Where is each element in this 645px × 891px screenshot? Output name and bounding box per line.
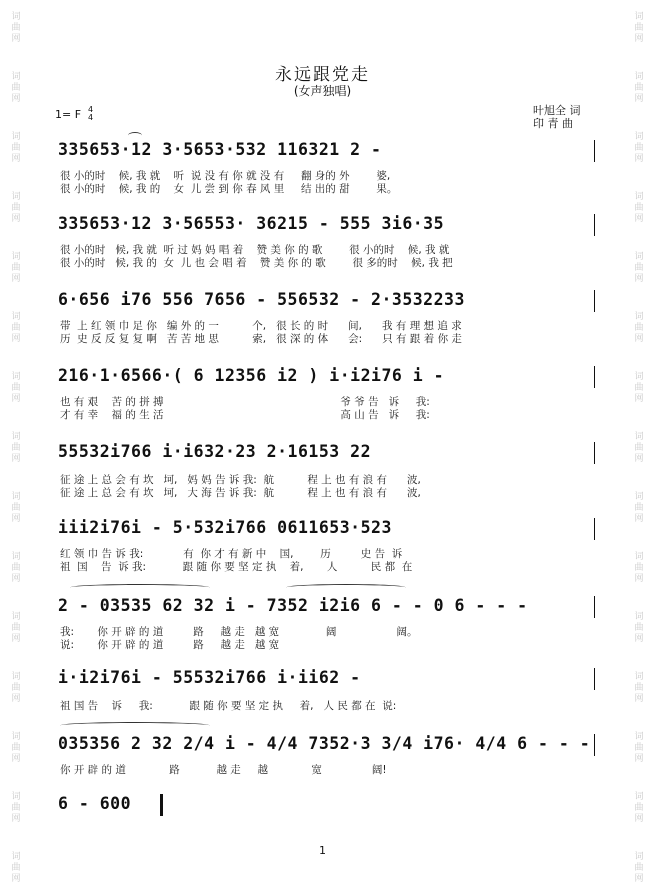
- notes-line: 2 - 03535 62 32 i - 7352 i2i6 6 - - 0 6 - - -: [58, 596, 528, 615]
- lyric-line-2: 很 小的时 候, 我 的 女 儿 也 会 唱 着 赞 美 你 的 歌 很 多的时 候, 我 把: [60, 257, 453, 269]
- watermark-text: 词曲网: [11, 372, 21, 404]
- watermark-text: 词曲网: [634, 492, 644, 524]
- notes-line: 035356 2 32 2/4 i - 4/4 7352·3 3/4 i76· 4/4 6 - - -: [58, 734, 591, 753]
- time-signature-bottom: 4: [88, 113, 94, 122]
- lyric-line-2: 征 途 上 总 会 有 坎 坷, 大 海 告 诉 我: 航 程 上 也 有 浪 有 波,: [60, 487, 421, 499]
- slur: [128, 132, 142, 139]
- watermark-text: 词曲网: [634, 852, 644, 884]
- lyric-line-2: 祖 国 告 诉 我: 跟 随 你 要 坚 定 执 着, 人 民 都 在: [60, 561, 413, 573]
- watermark-text: 词曲网: [11, 552, 21, 584]
- watermark-text: 词曲网: [11, 492, 21, 524]
- notes-line: 335653·12 3·56553· 36215 - 555 3i6·35: [58, 214, 445, 233]
- time-signature: [88, 106, 93, 122]
- watermark-text: 词曲网: [634, 432, 644, 464]
- watermark-text: 词曲网: [634, 312, 644, 344]
- lyric-line-2: 历 史 反 反 复 复 啊 苦 苦 地 思 索, 很 深 的 体 会: 只 有 跟 着 你 走: [60, 333, 462, 345]
- barline: [594, 734, 595, 756]
- watermark-text: 词曲网: [11, 72, 21, 104]
- watermark-text: 词曲网: [11, 432, 21, 464]
- barline: [594, 140, 595, 162]
- notes-line: 55532i766 i·i632·23 2·16153 22: [58, 442, 372, 461]
- lyric-line-1: 很 小的时 候, 我 就 听 过 妈 妈 唱 着 赞 美 你 的 歌 很 小的时 候, 我 就: [60, 244, 450, 256]
- slur: [60, 722, 210, 729]
- watermark-text: 词曲网: [634, 372, 644, 404]
- watermark-text: 词曲网: [11, 732, 21, 764]
- watermark-text: 词曲网: [11, 132, 21, 164]
- key-signature: 1= F: [55, 108, 82, 121]
- notes-line: 216·1·6566·( 6 12356 i2 ) i·i2i76 i -: [58, 366, 445, 385]
- watermark-text: 词曲网: [11, 192, 21, 224]
- barline: [594, 518, 595, 540]
- barline: [594, 442, 595, 464]
- lyric-line-1: 你 开 辟 的 道 路 越 走 越 宽 阔!: [60, 764, 387, 776]
- watermark-text: 词曲网: [634, 552, 644, 584]
- barline: [594, 290, 595, 312]
- barline: [594, 214, 595, 236]
- notes-line: 6 - 600: [58, 794, 132, 813]
- barline: [594, 596, 595, 618]
- watermark-text: 词曲网: [11, 612, 21, 644]
- watermark-text: 词曲网: [634, 732, 644, 764]
- slur: [70, 584, 210, 591]
- watermark-text: 词曲网: [634, 612, 644, 644]
- watermark-text: 词曲网: [634, 132, 644, 164]
- watermark-text: 词曲网: [634, 672, 644, 704]
- barline: [594, 668, 595, 690]
- notes-line: iii2i76i - 5·532i766 0611653·523: [58, 518, 392, 537]
- watermark-text: 词曲网: [11, 672, 21, 704]
- notes-line: i·i2i76i - 55532i766 i·ii62 -: [58, 668, 361, 687]
- notes-line: 335653·12 3·5653·532 116321 2 -: [58, 140, 382, 159]
- lyric-line-2: 说: 你 开 辟 的 道 路 越 走 越 宽: [60, 639, 410, 651]
- watermark-text: 词曲网: [11, 852, 21, 884]
- slur: [286, 584, 406, 591]
- lyric-line-1: 也 有 艰 苦 的 拼 搏 爷 爷 告 诉 我:: [60, 396, 430, 408]
- watermark-text: 词曲网: [634, 12, 644, 44]
- notes-line: 6·656 i76 556 7656 - 556532 - 2·3532233: [58, 290, 465, 309]
- final-barline: [160, 794, 163, 816]
- watermark-text: 词曲网: [11, 792, 21, 824]
- lyric-line-1: 祖 国 告 诉 我: 跟 随 你 要 坚 定 执 着, 人 民 都 在 说:: [60, 700, 397, 712]
- composer-credit: 印 青 曲: [533, 117, 573, 130]
- lyric-line-2: 很 小的时 候, 我 的 女 儿 尝 到 你 春 风 里 结 出的 甜 果。: [60, 183, 398, 195]
- watermark-text: 词曲网: [634, 72, 644, 104]
- lyric-line-1: 带 上 红 领 巾 足 你 编 外 的 一 个, 很 长 的 时 间, 我 有 理 想 追 求: [60, 320, 462, 332]
- watermark-text: 词曲网: [634, 252, 644, 284]
- lyric-line-2: 才 有 幸 福 的 生 活 高 山 告 诉 我:: [60, 409, 430, 421]
- page-number: 1: [319, 844, 326, 857]
- lyricist-credit: 叶旭全 词: [533, 104, 581, 117]
- credits: [533, 104, 581, 130]
- lyric-line-1: 我: 你 开 辟 的 道 路 越 走 越 宽 阔 阔。: [60, 626, 418, 638]
- watermark-text: 词曲网: [634, 792, 644, 824]
- lyric-line-1: 红 领 巾 告 诉 我: 有 你 才 有 新 中 国, 历 史 告 诉: [60, 548, 403, 560]
- song-title: 永远跟党走: [275, 65, 370, 85]
- time-signature-top: 4: [88, 105, 94, 114]
- song-subtitle: (女声独唱): [293, 84, 352, 98]
- barline: [594, 366, 595, 388]
- lyric-line-1: 很 小的时 候, 我 就 听 说 没 有 你 就 没 有 翻 身的 外 婆,: [60, 170, 391, 182]
- watermark-text: 词曲网: [11, 12, 21, 44]
- watermark-text: 词曲网: [11, 312, 21, 344]
- watermark-text: 词曲网: [11, 252, 21, 284]
- watermark-text: 词曲网: [634, 192, 644, 224]
- lyric-line-1: 征 途 上 总 会 有 坎 坷, 妈 妈 告 诉 我: 航 程 上 也 有 浪 有 波,: [60, 474, 421, 486]
